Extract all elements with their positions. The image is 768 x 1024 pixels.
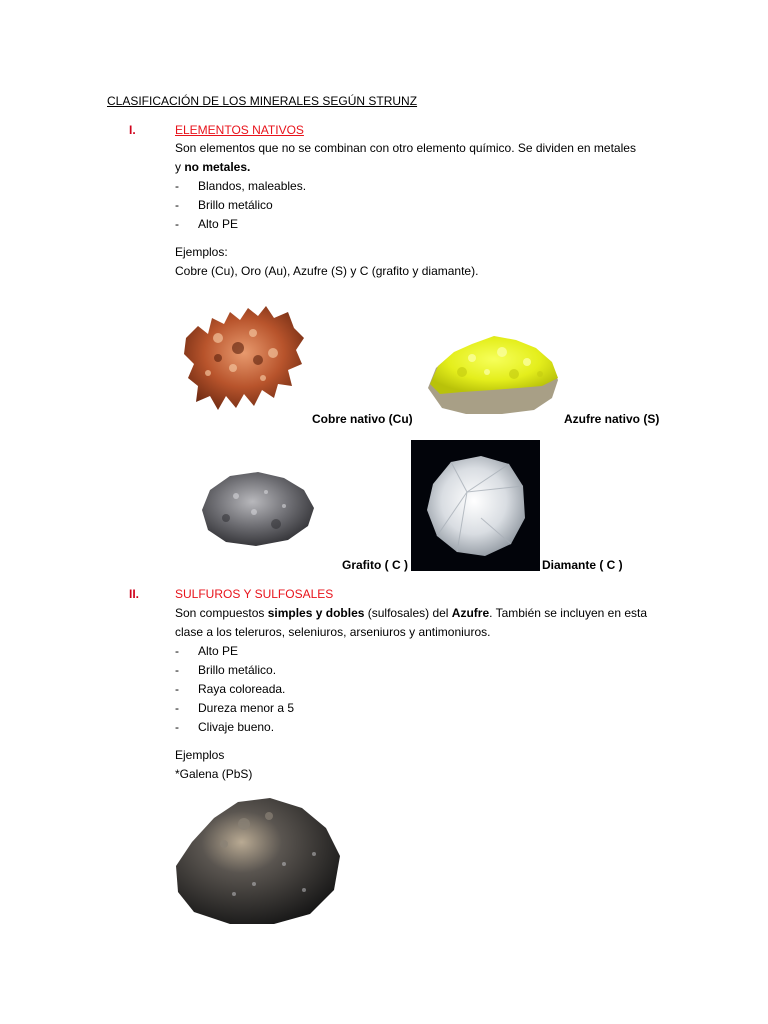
- list-item-text: Raya coloreada.: [198, 682, 286, 696]
- list-marker: -: [175, 644, 179, 658]
- list-item-text: Clivaje bueno.: [198, 720, 275, 734]
- caption-graphite: Grafito ( C ): [342, 558, 408, 572]
- list-marker: -: [175, 663, 179, 677]
- section2-list: [175, 642, 294, 737]
- section1-list: [175, 177, 306, 234]
- section1-intro-line1: Son elementos que no se combinan con otro elemento químico. Se dividen en metales: [175, 141, 636, 155]
- intro-emphasis: no metales.: [184, 160, 251, 174]
- list-item: [175, 680, 294, 699]
- list-marker: -: [175, 198, 179, 212]
- section2-intro-line2: clase a los teleruros, seleniuros, arseniuros y antimoniuros.: [175, 625, 491, 639]
- section-heading-2: SULFUROS Y SULFOSALES: [175, 587, 334, 601]
- list-item: [175, 699, 294, 718]
- intro-emphasis: Azufre: [451, 606, 490, 620]
- section1-intro-line2: [175, 158, 250, 177]
- list-item: [175, 642, 294, 661]
- copper-nugget-image: [178, 298, 308, 416]
- list-marker: -: [175, 682, 179, 696]
- list-marker: -: [175, 701, 179, 715]
- list-item-text: Alto PE: [198, 644, 239, 658]
- page-title: CLASIFICACIÓN DE LOS MINERALES SEGÚN STRUNZ: [107, 94, 418, 108]
- section-heading-1: ELEMENTOS NATIVOS: [175, 123, 304, 137]
- section2-examples-label: Ejemplos: [175, 748, 225, 762]
- caption-sulfur: Azufre nativo (S): [564, 412, 660, 426]
- section1-examples-label: Ejemplos:: [175, 245, 228, 259]
- list-item: [175, 718, 294, 737]
- intro-emphasis: simples y dobles: [267, 606, 365, 620]
- intro-text: y: [175, 160, 185, 174]
- intro-text: . También se incluyen en esta: [489, 606, 648, 620]
- list-marker: -: [175, 720, 179, 734]
- graphite-rock-image: [196, 466, 316, 548]
- list-item: [175, 215, 306, 234]
- intro-text: (sulfosales) del: [364, 606, 452, 620]
- caption-copper: Cobre nativo (Cu): [312, 412, 413, 426]
- galena-rock-image: [174, 794, 346, 926]
- list-marker: -: [175, 217, 179, 231]
- list-item-text: Dureza menor a 5: [198, 701, 295, 715]
- list-item-text: Brillo metálico.: [198, 663, 277, 677]
- section-number-1: I.: [129, 123, 136, 137]
- section-number-2: II.: [129, 587, 140, 601]
- section2-intro-line1: [175, 604, 647, 623]
- section1-examples-text: Cobre (Cu), Oro (Au), Azufre (S) y C (grafito y diamante).: [175, 264, 479, 278]
- diamond-crystal-image: [411, 440, 540, 571]
- intro-text: Son compuestos: [175, 606, 268, 620]
- list-item-text: Blandos, maleables.: [198, 179, 307, 193]
- list-item: [175, 177, 306, 196]
- list-item-text: Brillo metálico: [198, 198, 273, 212]
- list-marker: -: [175, 179, 179, 193]
- caption-diamond: Diamante ( C ): [542, 558, 623, 572]
- section2-example-galena: *Galena (PbS): [175, 767, 253, 781]
- list-item: [175, 196, 306, 215]
- list-item-text: Alto PE: [198, 217, 239, 231]
- sulfur-crystal-image: [422, 328, 562, 416]
- list-item: [175, 661, 294, 680]
